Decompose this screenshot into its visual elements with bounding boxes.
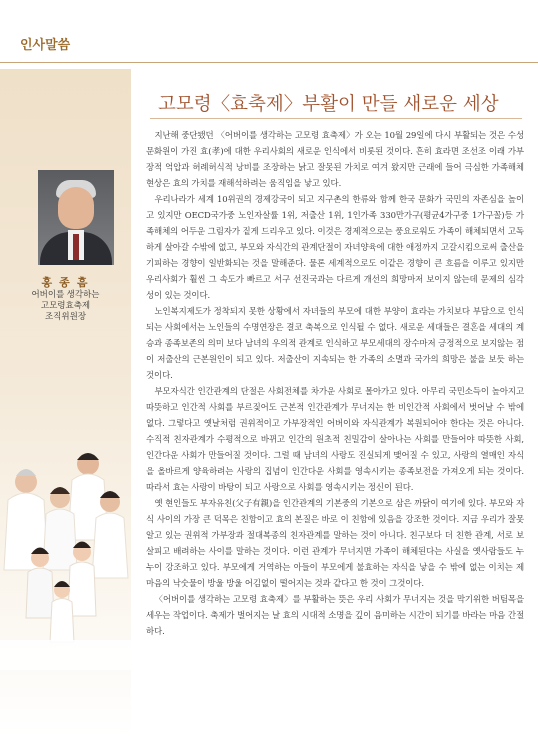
author-name: 홍 종 흠 — [41, 277, 90, 289]
article-paragraph: 부모자식간 인간관계의 단절은 사회전체를 차가운 사회로 몰아가고 있다. 아무리 국민소득이 높아지고 따뜻하고 인간적 사회를 부르짖어도 근본적 인간관계가 무너지는 한 비인간적 사회에서 벗어날 수 밖에 없다. 그렇다고 옛날처럼 권위적이고 가부장적인 어버이와 자식관계가 복원되어야 한다는 것은 아니다. 수직적 친자관계가 수평적으로 바뀌고 인간의 원초적 친밀감이 살아나는 사회를 만들어야 따뜻한 사회, 인간다운 사회가 만들어질 것이다. 그럴 때 남녀의 사랑도 진실되게 맺어질 수 있고, 사랑의 열매인 자식을 올바르게 양육하려는 사랑의 집념이 인간다운 사회를 영속시키는 종족보전을 가져오게 되는 것이다. 따라서 효는 사랑이 바탕이 되고 사랑으로 사회를 영속시키는 정신이 된다. — [146, 386, 524, 492]
article-paragraph: 〈어버이를 생각하는 고모령 효축제〉를 부활하는 뜻은 우리 사회가 무너지는 것을 막기위한 버팀목을 세우는 작업이다. 축제가 벌어지는 날 효의 시대적 소명을 깊이 음미하는 시간이 되기를 바라는 마음 간절하다. — [146, 594, 524, 636]
section-label: 인사말씀 — [20, 37, 71, 52]
article-paragraph: 옛 현인들도 부자유친(父子有親)을 인간관계의 기본중의 기본으로 삼은 까닭이 여기에 있다. 부모와 자식 사이의 가장 큰 덕목은 친함이고 효의 본질은 바로 이 친함에 있음을 강조한 것이다. 지금 우리가 잘못 알고 있는 권위적 가부장과 절대복종의 친자관계를 말하는 것이 아니다. 친구보다 더 친한 관계, 서로 보살피고 배려하는 사이를 말하는 것이다. 이런 관계가 무너지면 가족이 해체된다는 사실을 옛사람들도 누누이 강조하고 있다. 부모에게 거역하는 아들이 부모에게 불효하는 자식을 낳을 수 밖에 없는 이치는 제 마음의 낙숫물이 방울 방울 어김없이 떨어지는 것과 같다고 한 것이 그것이다. — [146, 498, 524, 588]
title-divider — [150, 118, 522, 119]
header-divider — [0, 62, 538, 63]
article-title: 고모령〈효축제〉부활이 만들 새로운 세상 — [158, 94, 499, 115]
article-body — [146, 127, 524, 639]
article-paragraph: 우리나라가 세계 10위권의 경제강국이 되고 지구촌의 한류와 함께 한국 문화가 국민의 자존심을 높이고 있지만 OECD국가중 노인자살률 1위, 저출산 1위, 1인가족 330만가구(평균4가구중 1가구꼴)등 가족해체의 어두운 그림자가 짙게 드리우고 있다. 이것은 경제적으로는 풍요로워도 가족이 해체되면서 고독하게 살아갈 수밖에 없고, 부모와 자식간의 관계단절이 자녀양육에 대한 애정까지 고갈시킴으로써 출산을 기피하는 경향이 일반화되는 것을 말해준다. 물론 세계적으로도 이같은 경향이 큰 흐름을 이루고 있지만 우리사회가 훨씬 그 속도가 빠르고 서구 선진국과는 다르게 개선의 희망마저 보이지 않는데 문제의 심각성이 있는 것이다. — [146, 194, 524, 300]
author-role-line: 어버이를 생각하는 — [31, 289, 100, 299]
author-portrait-photo — [38, 170, 114, 265]
article-paragraph: 지난해 중단됐던 〈어버이를 생각하는 고모령 효축제〉가 오는 10월 29일에 다시 부활되는 것은 수성문화원이 가진 효(孝)에 대한 우리사회의 새로운 인식에서 비롯된 것이다. 흔히 효라면 조선조 이래 가부장적 억압과 허례허식적 낭비를 조장하는 낡고 잘못된 가치로 여겨 왔지만 근래에 들어 극심한 가족해체 현상은 효의 가치를 재해석하려는 움직임을 낳고 있다. — [146, 130, 524, 188]
author-role-line: 조직위원장 — [44, 311, 87, 321]
article-paragraph: 노인복지제도가 정착되지 못한 상황에서 자녀들의 부모에 대한 부양이 효라는 가치보다 부담으로 인식되는 사회에서는 노인들의 수명연장은 결코 축복으로 인식될 수 없다. 새로운 세대들은 결혼을 세대의 계승과 종족보존의 의미 보다 남녀의 우의적 관계로 인식하고 부모세대의 장수마저 긍정적으로 보지않는 점이 저출산의 근본원인이 되고 있다. 저출산이 지속되는 한 가족의 소멸과 국가의 희망은 불을 보듯 하는 것이다. — [146, 306, 524, 380]
family-group-photo — [0, 440, 131, 670]
author-role-line: 고모령효축제 — [40, 300, 91, 310]
